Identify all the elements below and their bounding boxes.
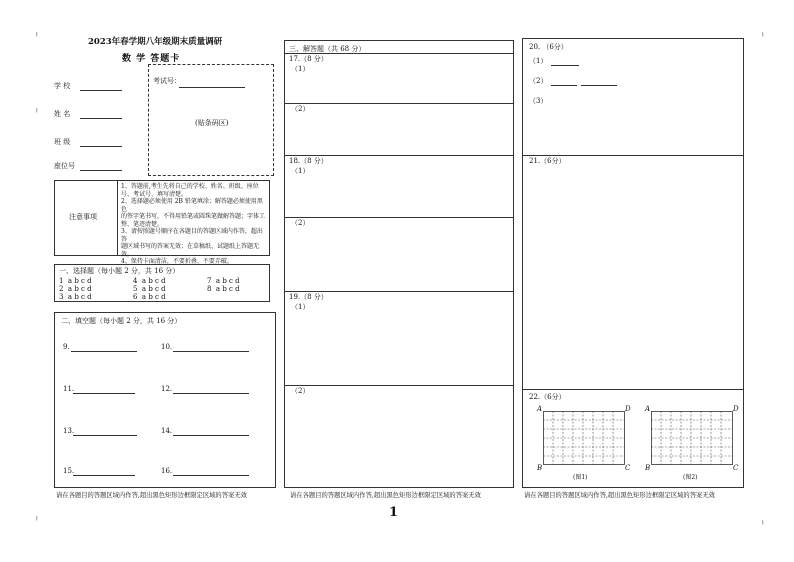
- margin-mark: ǃ: [36, 108, 38, 115]
- fig2-label-a: A: [645, 405, 651, 413]
- fig1-label-b: B: [537, 464, 543, 472]
- fig1-grid: [543, 411, 625, 465]
- q20-2-field-a[interactable]: [551, 77, 577, 86]
- fig1-label-c: C: [625, 464, 631, 472]
- barcode-box: [148, 64, 274, 176]
- fig2-label-d: D: [733, 405, 739, 413]
- choice-row[interactable]: 5 a b c d: [133, 285, 166, 293]
- footer-warning: 请在各题目的答题区域内作答,超出黑色矩形边框限定区域的答案无效: [290, 492, 481, 499]
- barcode-area-label: (贴条码区): [195, 119, 229, 127]
- q17-sub2: （2）: [291, 105, 310, 113]
- school-field[interactable]: [80, 82, 122, 91]
- fill-answer-field[interactable]: [173, 427, 249, 436]
- fill-answer-field[interactable]: [173, 343, 249, 352]
- fill-item: 16.: [161, 467, 173, 475]
- fig2-caption: (图2): [683, 474, 698, 481]
- page-subtitle: 数 学 答题卡: [122, 54, 181, 64]
- fill-item: 11.: [63, 385, 75, 393]
- q19-sub1: （1）: [291, 303, 310, 311]
- fig1-caption: (图1): [573, 474, 588, 481]
- q20-1-field[interactable]: [551, 57, 579, 66]
- fill-item: 14.: [161, 427, 173, 435]
- q20-sub2: （2）: [529, 77, 548, 85]
- notice-label: 注意事项: [69, 213, 97, 221]
- q19-sub2: （2）: [291, 387, 310, 395]
- name-label: 姓 名: [54, 110, 71, 118]
- fill-item: 15.: [63, 467, 75, 475]
- q18-sub2: （2）: [291, 219, 310, 227]
- fig1-label-a: A: [537, 405, 543, 413]
- fill-item: 9.: [63, 343, 70, 351]
- fill-answer-field[interactable]: [173, 467, 249, 476]
- q20-sub3: （3）: [529, 97, 548, 105]
- fig1-label-d: D: [625, 405, 631, 413]
- footer-warning: 请在各题目的答题区域内作答,超出黑色矩形边框限定区域的答案无效: [56, 492, 247, 499]
- q20-sub1: （1）: [529, 57, 548, 65]
- q19-label: 19.（8 分）: [289, 293, 328, 301]
- fill-answer-field[interactable]: [73, 467, 135, 476]
- choice-row[interactable]: 1 a b c d: [59, 277, 92, 285]
- choice-title: 一、选择题（每小题 2 分，共 16 分）: [59, 267, 180, 275]
- q20-label: 20. （6分）: [529, 43, 568, 51]
- q18-sub1: （1）: [291, 167, 310, 175]
- fill-item: 13.: [63, 427, 75, 435]
- fill-answer-field[interactable]: [73, 385, 135, 394]
- choice-row[interactable]: 4 a b c d: [133, 277, 166, 285]
- fig2-label-b: B: [645, 464, 651, 472]
- fill-answer-field[interactable]: [71, 343, 137, 352]
- fill-item: 10.: [161, 343, 173, 351]
- solve-title: 三、解答题（共 68 分）: [289, 45, 366, 53]
- choice-box: [54, 264, 270, 302]
- fill-box: [54, 312, 276, 488]
- choice-row[interactable]: 8 a b c d: [207, 285, 240, 293]
- fig2-label-c: C: [733, 464, 739, 472]
- seat-label: 座位号: [54, 162, 75, 170]
- name-field[interactable]: [80, 110, 122, 119]
- fill-answer-field[interactable]: [73, 427, 137, 436]
- fill-title: 二、填空题（每小题 2 分，共 16 分）: [61, 317, 182, 325]
- class-field[interactable]: [80, 138, 122, 147]
- fill-answer-field[interactable]: [173, 385, 249, 394]
- q18-label: 18.（8 分）: [289, 157, 328, 165]
- school-label: 学 校: [54, 82, 71, 90]
- q17-label: 17.（8 分）: [289, 55, 328, 63]
- footer-warning: 请在各题目的答题区域内作答,超出黑色矩形边框限定区域的答案无效: [524, 492, 715, 499]
- fill-item: 12.: [161, 385, 173, 393]
- q17-sub1: （1）: [291, 65, 310, 73]
- q20-2-field-b[interactable]: [581, 77, 617, 86]
- q22-label: 22.（6分）: [529, 393, 566, 401]
- choice-row[interactable]: 7 a b c d: [207, 277, 240, 285]
- page-number: 1: [389, 505, 399, 520]
- margin-mark: ǃ: [762, 32, 764, 39]
- exam-no-field[interactable]: [179, 79, 245, 88]
- exam-no-label: 考试号：: [153, 77, 181, 85]
- choice-row[interactable]: 3 a b c d: [59, 293, 92, 301]
- fig2-grid: [651, 411, 733, 465]
- margin-mark: ǃ: [36, 516, 38, 523]
- margin-mark: ǃ: [762, 520, 764, 527]
- notice-text: 1、答题前,考生先将自己的学校、姓名、班级、座位 号、考试号、填写清楚。 2、选择题必须使用 2B 铅笔填涂；解答题必须使用黑色 的签字笔书写，不得用铅笔或圆珠笔做解答题；字体工 整、笔迹清楚。 3、请按照题号顺序在各题目的答题区域内作答，超出答 题区域书写的答案无效；在草稿纸、试题纸上答题无效。 4、保持卡面清洁，不要折叠、不要弄破。: [121, 183, 266, 265]
- seat-field[interactable]: [80, 162, 122, 171]
- class-label: 班 级: [54, 138, 71, 146]
- page-title: 2023年春学期八年级期末质量调研: [88, 37, 223, 47]
- choice-row[interactable]: 2 a b c d: [59, 285, 92, 293]
- right-box: [522, 38, 744, 488]
- solve-box: [284, 40, 514, 488]
- choice-row[interactable]: 6 a b c d: [133, 293, 166, 301]
- q21-label: 21.（6分）: [529, 157, 566, 165]
- notice-box: [54, 180, 270, 265]
- margin-mark: ǃ: [36, 32, 38, 39]
